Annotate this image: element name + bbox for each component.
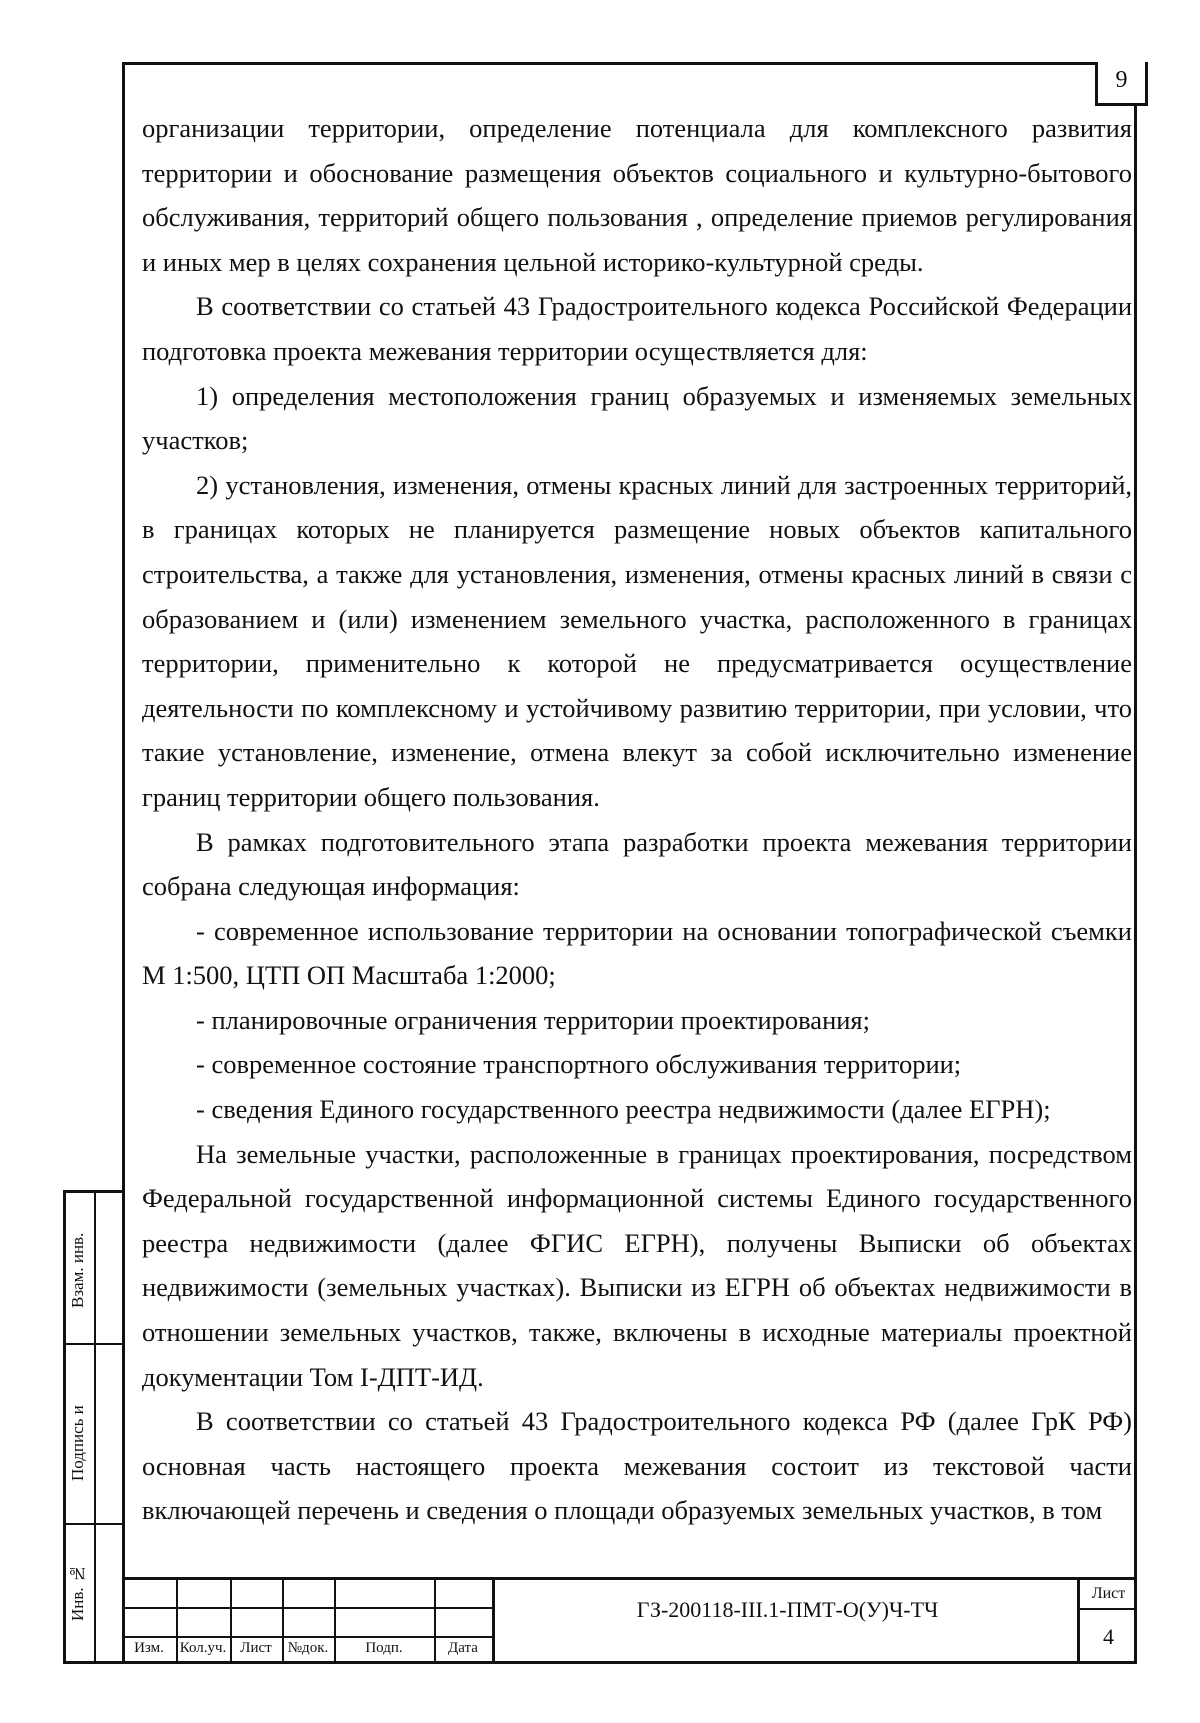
paragraph: На земельные участки, расположенные в границах проектирования, посредством Федеральной государственной информационной системы Единого государственного реестра недвижимости (далее ФГИС ЕГРН), получены Выписки об объектах недвижимости (земельных участках). Выписки из ЕГРН об объектах недвижимости в отношении земельных участков, также, включены в исходные материалы проектной документации Том I-ДПТ-ИД. xyxy=(142,1138,1132,1392)
col-n-dok: №док. xyxy=(287,1640,329,1656)
title-block xyxy=(122,1577,1137,1664)
bullet-item: - современное состояние транспортного обслуживания территории; xyxy=(196,1049,962,1080)
paragraph: организации территории, определение потенциала для комплексного развития территории и обоснование размещения объектов социального и культурно-бытового обслуживания, территорий общего пользования , определение приемов регулирования и иных мер в целях сохранения цельной историко-культурной среды. xyxy=(142,113,1132,277)
col-izm: Изм. xyxy=(134,1640,164,1656)
podpis-label: Подпись и xyxy=(68,1405,87,1481)
page-number: 9 xyxy=(1095,62,1148,106)
side-stamp xyxy=(63,1190,122,1664)
sheet-label: Лист xyxy=(1080,1580,1137,1610)
bullet-item: - современное использование территории на основании топографической съемки М 1:500, ЦТП ОП Масштаба 1:2000; xyxy=(142,915,1132,991)
sheet-box xyxy=(1077,1580,1137,1664)
bullet-item: - планировочные ограничения территории проектирования; xyxy=(196,1004,870,1035)
bullet-item: - сведения Единого государственного реестра недвижимости (далее ЕГРН); xyxy=(196,1094,1051,1125)
col-data: Дата xyxy=(448,1640,478,1656)
side-stamp-row-line xyxy=(66,1343,122,1345)
paragraph: В соответствии со статьей 43 Градостроительного кодекса РФ (далее ГрК РФ) основная часть настоящего проекта межевания состоит из текстовой части включающей перечень и сведения о площади образуемых земельных участков, в том xyxy=(142,1406,1132,1526)
col-list: Лист xyxy=(240,1640,272,1656)
list-item: 2) установления, изменения, отмены красных линий для застроенных территорий, в границах которых не планируется размещение новых объектов капитального строительства, а также для установления, изменения, отмены красных линий в связи с образованием и (или) изменением земельного участка, расположенного в границах территории, применительно к которой не предусматривается осуществление деятельности по комплексному и устойчивому развитию территории, при условии, что такие установление, изменение, отмена влекут за собой исключительно изменение границ территории общего пользования. xyxy=(142,469,1132,812)
vzam-inv-label: Взам. инв. xyxy=(68,1232,87,1308)
sheet-number: 4 xyxy=(1103,1624,1114,1649)
revision-table xyxy=(122,1580,492,1667)
side-stamp-divider xyxy=(94,1193,96,1661)
document-code: ГЗ-200118-III.1-ПМТ-О(У)Ч-ТЧ xyxy=(492,1580,1080,1664)
paragraph: В рамках подготовительного этапа разработки проекта межевания территории собрана следующая информация: xyxy=(142,826,1132,902)
document-body xyxy=(142,106,1132,1533)
col-podp: Подп. xyxy=(365,1640,403,1656)
list-item: 1) определения местоположения границ образуемых и изменяемых земельных участков; xyxy=(142,380,1132,456)
paragraph: В соответствии со статьей 43 Градостроительного кодекса Российской Федерации подготовка проекта межевания территории осуществляется для: xyxy=(142,291,1132,366)
inv-no-label: Инв. № xyxy=(68,1564,87,1622)
side-stamp-row-line xyxy=(66,1523,122,1525)
col-kol-uch: Кол.уч. xyxy=(179,1640,227,1656)
